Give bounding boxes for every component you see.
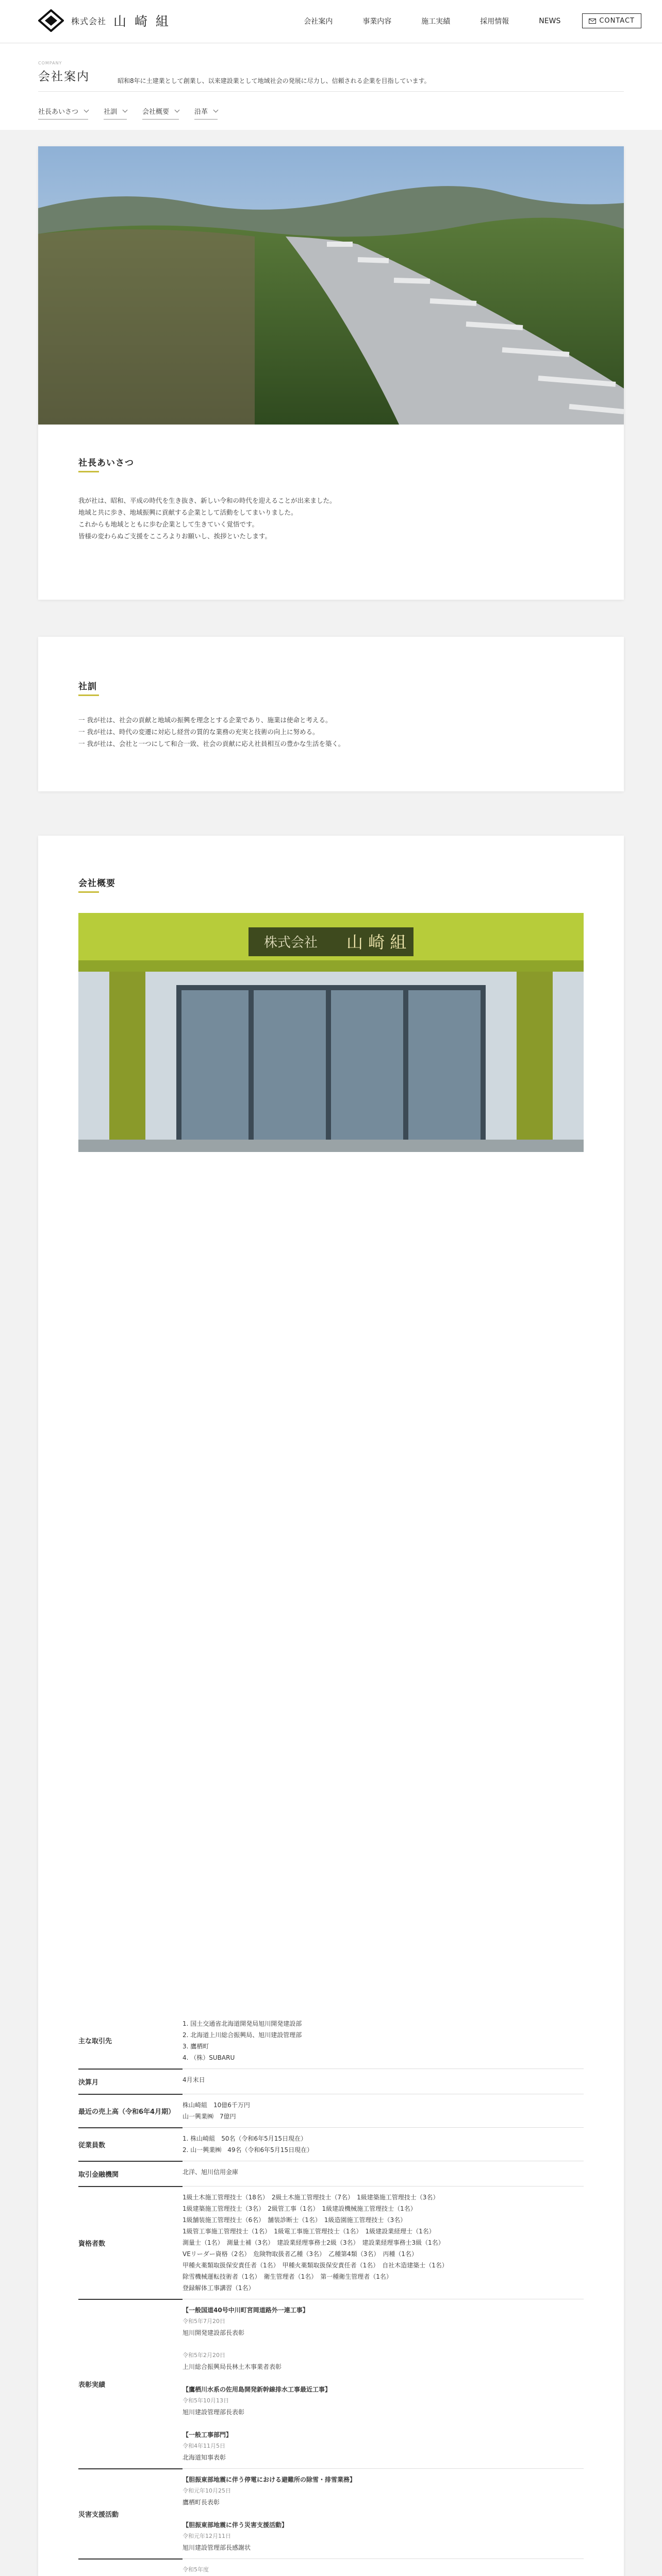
overview-value-line: 鷹栖町長表彰 xyxy=(183,2499,220,2506)
greeting-line: 皆様の変わらぬご支援をこころよりお願いし、挨拶といたします。 xyxy=(78,532,272,540)
motto-section xyxy=(38,637,624,791)
greeting-text xyxy=(78,495,336,542)
overview-value-line: 【胆振東部地震に伴う災害支援活動】 xyxy=(183,2521,288,2529)
motto-text xyxy=(78,714,344,750)
overview-label: 従業員数 xyxy=(78,2128,183,2161)
page-header xyxy=(0,43,662,130)
overview-value-line: 測量士（1名） 測量士補（3名） 建設業経理事務士2級（3名） 建設業経理事務士3級（1名） xyxy=(183,2239,444,2246)
page-title: 会社案内 xyxy=(38,70,90,83)
greeting-title: 社長あいさつ xyxy=(78,455,134,468)
nav-item-works[interactable]: 施工実績 xyxy=(421,17,451,26)
overview-value-line: 令和元年12月11日 xyxy=(183,2533,231,2539)
overview-value-line: 令和5年2月20日 xyxy=(183,2352,225,2359)
overview-value-line xyxy=(183,2372,584,2384)
overview-value xyxy=(183,2013,584,2069)
overview-value-line: 株山崎組 10億6千万円 xyxy=(183,2102,250,2109)
anchor-label: 沿革 xyxy=(194,108,208,116)
overview-value-line: 旭川建設管理部長表彰 xyxy=(183,2409,245,2416)
overview-row xyxy=(78,2069,584,2094)
overview-label: 災害支援活動 xyxy=(78,2469,183,2559)
overview-label: 最近の売上高（令和6年4月期） xyxy=(78,2094,183,2128)
overview-value xyxy=(183,2069,584,2094)
anchor-motto[interactable] xyxy=(104,106,127,120)
overview-row xyxy=(78,2559,584,2576)
overview-row xyxy=(78,2187,584,2299)
nav-item-recruit[interactable]: 採用情報 xyxy=(480,17,509,26)
nav-item-company[interactable]: 会社案内 xyxy=(304,17,333,26)
overview-value-line: 甲種火薬類取扱保安責任者（1名） 甲種火薬類取扱保安責任者（1名） 自社木造建築士（1名） xyxy=(183,2262,448,2269)
overview-value-line: 登録解体工事講習（1名） xyxy=(183,2284,255,2292)
overview-label xyxy=(78,2559,183,2576)
overview-value-line: 【胆振東部地震に伴う停電における避難所の除雪・排雪業務】 xyxy=(183,2476,356,2483)
motto-title: 社訓 xyxy=(78,679,97,692)
overview-value-line: 1級管工事施工管理技士（1名） 1級電工事施工管理技士（1名） 1級建設業経理士（1名） xyxy=(183,2228,435,2235)
overview-value-line: 4. （株）SUBARU xyxy=(183,2054,235,2061)
divider xyxy=(38,91,624,92)
overview-value xyxy=(183,2094,584,2128)
overview-value-line: VEリーダー資格（2名） 危険物取扱者乙種（3名） 乙種第4類（3名） 丙種（1名） xyxy=(183,2250,418,2258)
overview-value-line: 旭川開発建設部長表彰 xyxy=(183,2329,245,2336)
overview-value-line: 令和5年7月20日 xyxy=(183,2318,225,2325)
overview-value xyxy=(183,2128,584,2161)
chevron-down-icon xyxy=(123,108,128,113)
company-logo[interactable] xyxy=(38,9,171,32)
overview-value-line: 1級舗装施工管理技士（6名） 舗装診断士（1名） 1級造園施工管理技士（3名） xyxy=(183,2216,407,2224)
chevron-down-icon xyxy=(175,108,180,113)
nav-item-business[interactable]: 事業内容 xyxy=(362,17,392,26)
overview-row xyxy=(78,2128,584,2161)
overview-value-line xyxy=(183,2338,584,2350)
overview-value-line: 【一般国道40号中川町宮岡道路外一連工事】 xyxy=(183,2307,309,2314)
sign-left-text: 株式会社 xyxy=(264,935,318,951)
overview-value-line: 北洋、旭川信用金庫 xyxy=(183,2168,239,2176)
overview-value-line: 1. 国土交通省北海道開発局旭川開発建設部 xyxy=(183,2020,302,2027)
overview-value-line: 北海道知事表彰 xyxy=(183,2454,226,2461)
company-overview-table xyxy=(78,2013,584,2576)
overview-value xyxy=(183,2187,584,2299)
contact-button[interactable] xyxy=(582,13,641,28)
overview-value-line: 2. 山一興業㈱ 49名（令和6年5月15日現在） xyxy=(183,2146,313,2154)
page-intro: 昭和8年に土建業として創業し、以来建設業として地域社会の発展に尽力し、信頼される企業を目指しています。 xyxy=(118,77,431,84)
logo-small-text: 株式会社 xyxy=(71,16,107,26)
overview-value xyxy=(183,2299,584,2469)
site-header xyxy=(0,0,662,43)
overview-label: 表彰実績 xyxy=(78,2299,183,2469)
logo-large-text: 山 崎 組 xyxy=(113,14,171,29)
overview-value-line: 1級土木施工管理技士（18名） 2級土木施工管理技士（7名） 1級建築施工管理技士（3名） xyxy=(183,2194,439,2201)
page-subtitle-en: COMPANY xyxy=(38,61,62,65)
anchor-greeting[interactable] xyxy=(38,106,88,120)
chevron-down-icon xyxy=(84,108,89,113)
overview-value-line: 令和5年10月13日 xyxy=(183,2397,229,2404)
motto-line: 一 我が社は、時代の変遷に対応し経営の質的な業務の充実と技術の向上に努める。 xyxy=(78,728,319,736)
overview-value-line: 1. 株山崎組 50名（令和6年5月15日現在） xyxy=(183,2135,307,2142)
overview-row xyxy=(78,2469,584,2559)
sign-right-text: 山 崎 組 xyxy=(346,933,407,952)
overview-value-line: 山一興業㈱ 7億円 xyxy=(183,2113,236,2120)
overview-row xyxy=(78,2161,584,2187)
diamond-logo-icon xyxy=(38,9,64,32)
motto-line: 一 我が社は、会社と一つにして和合一致、社会の貢献に応え社員相互の豊かな生活を築く。 xyxy=(78,740,345,748)
overview-value xyxy=(183,2559,584,2576)
overview-value-line: 除雪機械運転技術者（1名） 衛生管理者（1名） 第一種衛生管理者（1名） xyxy=(183,2273,392,2280)
overview-label: 資格者数 xyxy=(78,2187,183,2299)
overview-value-line: 令和元年10月25日 xyxy=(183,2487,231,2494)
overview-value-line: 令和4年11月5日 xyxy=(183,2443,225,2449)
overview-value-line: 3. 鷹栖町 xyxy=(183,2043,209,2050)
greeting-line: これからも地域とともに歩む企業として生きていく覚悟です。 xyxy=(78,520,259,528)
chevron-down-icon xyxy=(213,108,219,113)
anchor-history[interactable] xyxy=(194,106,218,120)
overview-value-line: 旭川建設管理部長感謝状 xyxy=(183,2544,251,2551)
overview-title: 会社概要 xyxy=(78,876,115,889)
nav-item-news[interactable]: NEWS xyxy=(539,16,561,25)
overview-value-line: 2. 北海道上川総合振興局、旭川建設管理部 xyxy=(183,2031,302,2039)
mail-icon xyxy=(589,19,596,24)
overview-value-line: 上川総合振興局長林土木事業者表彰 xyxy=(183,2363,282,2370)
overview-label: 決算月 xyxy=(78,2069,183,2094)
overview-value-line: 【一般工事部門】 xyxy=(183,2431,233,2438)
overview-row xyxy=(78,2013,584,2069)
overview-value xyxy=(183,2469,584,2559)
overview-value-line: 令和5年度 xyxy=(183,2566,209,2573)
greeting-line: 我が社は、昭和、平成の時代を生き抜き、新しい令和の時代を迎えることが出来ました。 xyxy=(78,497,336,504)
anchor-nav xyxy=(38,106,233,120)
anchor-label: 会社概要 xyxy=(142,108,170,116)
anchor-label: 社訓 xyxy=(104,108,118,116)
greeting-section xyxy=(38,146,624,600)
overview-value-line: 4月末日 xyxy=(183,2076,205,2083)
overview-row xyxy=(78,2299,584,2469)
anchor-label: 社長あいさつ xyxy=(38,108,79,116)
hero-photo xyxy=(38,146,624,425)
overview-row xyxy=(78,2094,584,2128)
overview-value-line xyxy=(183,2508,584,2519)
overview-value xyxy=(183,2161,584,2187)
overview-value-line xyxy=(183,2418,584,2429)
anchor-overview[interactable] xyxy=(142,106,179,120)
contact-label: CONTACT xyxy=(599,17,635,25)
overview-section xyxy=(38,836,624,2576)
overview-value-line: 【鷹栖川水系の佐用島開発新幹線排水工事最近工事】 xyxy=(183,2386,332,2393)
greeting-line: 地域と共に歩き、地域振興に貢献する企業として活動をしてまいりました。 xyxy=(78,509,297,516)
global-nav xyxy=(274,13,641,28)
office-entrance-photo xyxy=(78,913,584,1152)
overview-label: 主な取引先 xyxy=(78,2013,183,2069)
motto-line: 一 我が社は、社会の貢献と地域の振興を理念とする企業であり、施業は使命と考える。 xyxy=(78,716,332,724)
overview-value-line: 1級建築施工管理技士（3名） 2級管工事（1名） 1級建設機械施工管理技士（1名） xyxy=(183,2205,417,2212)
overview-label: 取引金融機関 xyxy=(78,2161,183,2187)
